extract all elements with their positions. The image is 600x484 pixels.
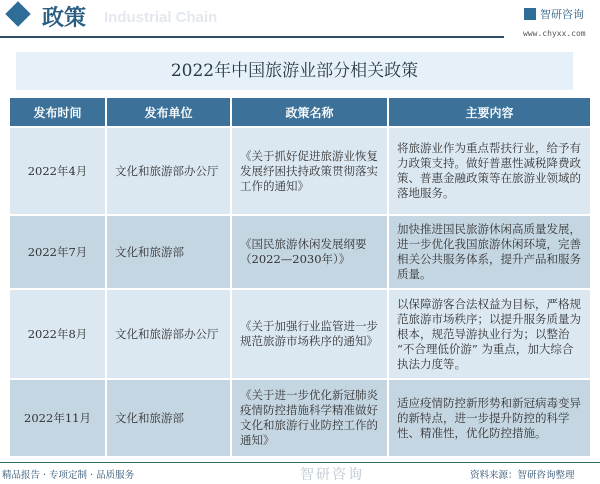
- brand-watermark: 智研咨询: [300, 467, 364, 483]
- brand-name: 智研咨询: [540, 8, 584, 21]
- footer-divider: [0, 462, 600, 463]
- cell-unit: 文化和旅游部办公厅: [107, 290, 230, 378]
- header-divider: [0, 36, 504, 38]
- cell-date: 2022年7月: [10, 216, 105, 288]
- cell-unit: 文化和旅游部: [107, 380, 230, 456]
- column-header-date: 发布时间: [10, 98, 105, 126]
- cell-unit: 文化和旅游部: [107, 216, 230, 288]
- column-header-content: 主要内容: [389, 98, 590, 126]
- table-row: [10, 380, 590, 456]
- brand-logo: [524, 6, 584, 22]
- footer-slogan: 精品报告 · 专项定制 · 品质服务: [2, 470, 135, 481]
- column-header-name: 政策名称: [232, 98, 387, 126]
- section-title: 政策: [42, 5, 87, 31]
- cell-content: 适应疫情防控新形势和新冠病毒变异的新特点，进一步提升防控的科学性、精准性，优化防控措施。: [389, 380, 590, 456]
- header-watermark: Industrial Chain: [104, 9, 218, 26]
- policy-table: [8, 96, 592, 458]
- cell-name: 《国民旅游休闲发展纲要（2022—2030年）》: [232, 216, 387, 288]
- cell-name: 《关于加强行业监管进一步规范旅游市场秩序的通知》: [232, 290, 387, 378]
- cell-date: 2022年11月: [10, 380, 105, 456]
- cell-date: 2022年8月: [10, 290, 105, 378]
- brand-url: www.chyxx.com: [523, 29, 586, 38]
- column-header-unit: 发布单位: [107, 98, 230, 126]
- cell-name: 《关于抓好促进旅游业恢复发展纾困扶持政策贯彻落实工作的通知》: [232, 128, 387, 214]
- cell-unit: 文化和旅游部办公厅: [107, 128, 230, 214]
- cell-content: 将旅游业作为重点帮扶行业，给予有力政策支持。做好普惠性减税降费政策、普惠金融政策等在旅游业领域的落地服务。: [389, 128, 590, 214]
- cell-name: 《关于进一步优化新冠肺炎疫情防控措施科学精准做好文化和旅游行业防控工作的通知》: [232, 380, 387, 456]
- table-row: [10, 128, 590, 214]
- diamond-icon: [5, 1, 30, 26]
- source-note: 资料来源：智研咨询整理: [470, 470, 575, 481]
- table-row: [10, 216, 590, 288]
- cell-content: 以保障游客合法权益为目标，严格规范旅游市场秩序；以提升服务质量为根本，规范导游执业行为；以整治 “不合理低价游” 为重点，加大综合执法力度等。: [389, 290, 590, 378]
- table-title: 2022年中国旅游业部分相关政策: [16, 52, 573, 90]
- logo-icon: [524, 8, 536, 20]
- page-header: [0, 0, 600, 40]
- cell-content: 加快推进国民旅游休闲高质量发展，进一步优化我国旅游休闲环境，完善相关公共服务体系，提升产品和服务质量。: [389, 216, 590, 288]
- table-row: [10, 290, 590, 378]
- cell-date: 2022年4月: [10, 128, 105, 214]
